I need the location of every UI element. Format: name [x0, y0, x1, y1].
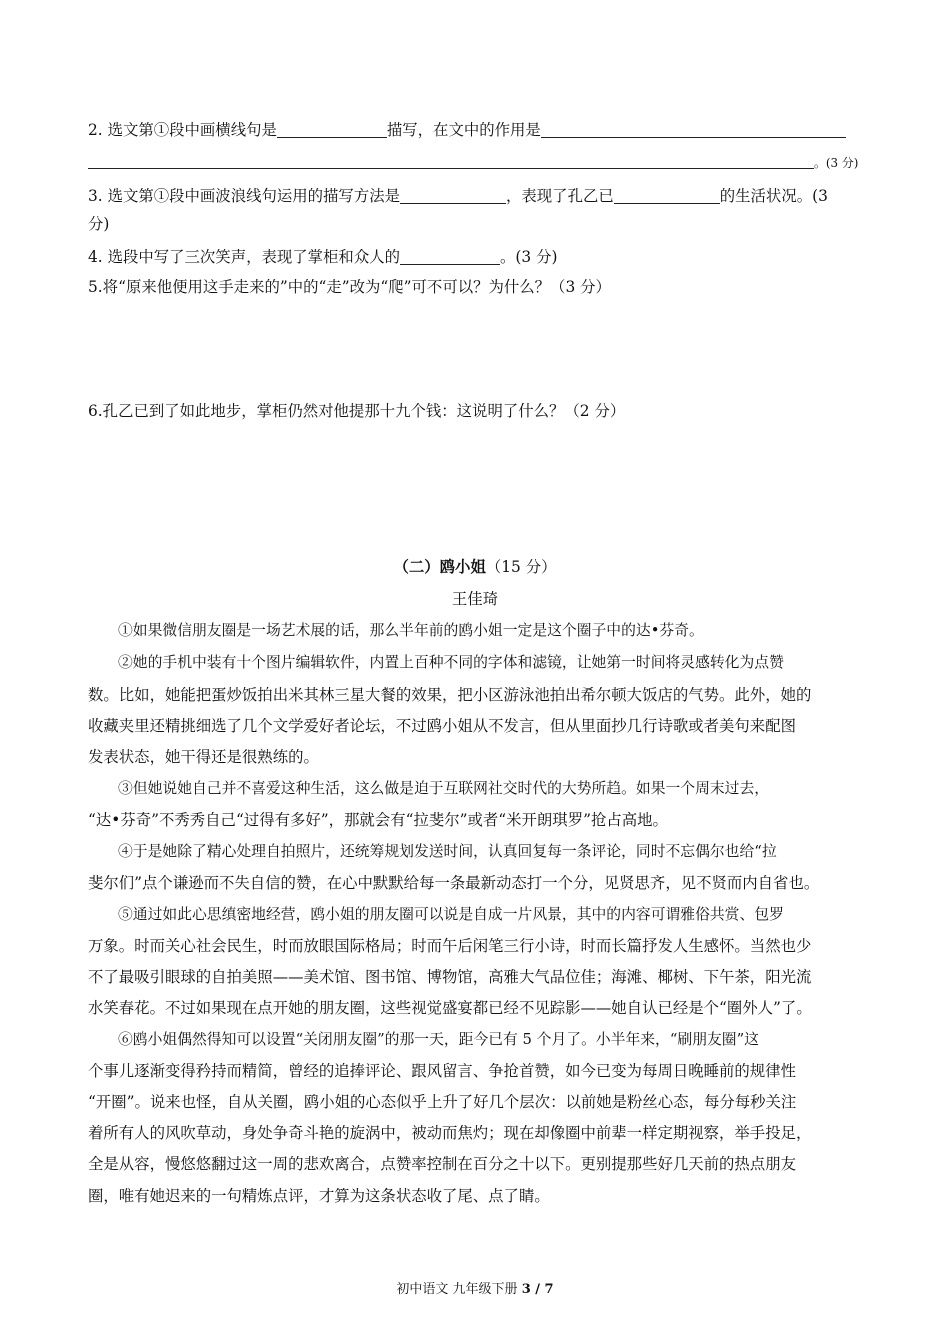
- question-4-text-a: 4. 选段中写了三次笑声，表现了掌柜和众人的: [88, 248, 400, 266]
- footer-text: 初中语文 九年级下册: [396, 1282, 522, 1297]
- page-footer: [0, 1281, 950, 1299]
- question-5: 5.将“原来他便用这手走来的”中的“走”改为“爬”可不可以？为什么？（3 分）: [88, 278, 611, 296]
- passage-line: ⑤通过如此心思缜密地经营，鸥小姐的朋友圈可以说是自成一片风景，其中的内容可谓雅俗共赏、包罗: [118, 906, 784, 923]
- question-2-points: 。(3 分): [814, 156, 859, 170]
- question-2: [88, 120, 868, 140]
- passage-line: 圈，唯有她迟来的一句精炼点评，才算为这条状态收了尾、点了睛。: [88, 1187, 550, 1205]
- answer-blank[interactable]: [277, 121, 387, 138]
- answer-blank[interactable]: [400, 248, 500, 265]
- section-title-text: （二）鸥小姐: [393, 558, 486, 576]
- passage-line: 个事儿逐渐变得矜持而精简，曾经的追捧评论、跟风留言、争抢首赞，如今已变为每周日晚睡前的规律性: [88, 1062, 796, 1080]
- passage-line: “开圈”。说来也怪，自从关圈，鸥小姐的心态似乎上升了好几个层次：以前她是粉丝心态，每分每秒关注: [88, 1093, 797, 1111]
- passage-line: 全是从容，慢悠悠翻过这一周的悲欢离合，点赞率控制在百分之十以下。更别提那些好几天前的热点朋友: [88, 1155, 796, 1173]
- author: 王佳琦: [451, 590, 499, 608]
- section-title: [0, 557, 950, 577]
- page-number: 3 / 7: [521, 1282, 554, 1297]
- passage-line: 不了最吸引眼球的自拍美照——美术馆、图书馆、博物馆，高雅大气品位佳；海滩、椰树、下午茶，阳光流: [88, 968, 812, 986]
- question-4-text-b: 。(3 分): [500, 248, 558, 266]
- passage-line: 数。比如，她能把蛋炒饭拍出米其林三星大餐的效果，把小区游泳池拍出希尔顿大饭店的气势。此外，她的: [88, 686, 812, 704]
- passage-line: 水笑春花。不过如果现在点开她的朋友圈，这些视觉盛宴都已经不见踪影——她自认已经是个“圈外人”了。: [88, 999, 812, 1017]
- question-6: 6.孔乙已到了如此地步，掌柜仍然对他提那十九个钱：这说明了什么？（2 分）: [88, 402, 626, 420]
- passage-line: ②她的手机中装有十个图片编辑软件，内置上百种不同的字体和滤镜，让她第一时间将灵感转化为点赞: [118, 654, 784, 671]
- section-points: （15 分）: [485, 558, 557, 576]
- question-3-text-b: ，表现了孔乙已: [506, 187, 614, 205]
- passage-line: 万象。时而关心社会民生，时而放眼国际格局；时而午后闲笔三行小诗，时而长篇抒发人生感怀。当然也少: [88, 937, 812, 955]
- passage-line: 斐尔们”点个谦逊而不失自信的赞，在心中默默给每一条最新动态打一个分，见贤思齐，见不贤而内自省也。: [88, 874, 820, 892]
- answer-blank[interactable]: [541, 121, 846, 138]
- question-3-text-a: 3. 选文第①段中画波浪线句运用的描写方法是: [88, 187, 400, 205]
- answer-blank-line[interactable]: [88, 168, 814, 169]
- passage-line: 收藏夹里还精挑细选了几个文学爱好者论坛，不过鸥小姐从不发言，但从里面抄几行诗歌或者美句来配图: [88, 717, 796, 735]
- passage-line: 着所有人的风吹草动，身处争奇斗艳的旋涡中，被动而焦灼；现在却像圈中前辈一样定期视察，举手投足，: [88, 1124, 812, 1142]
- question-2-text-b: 描写，在文中的作用是: [386, 121, 541, 139]
- passage-line: ①如果微信朋友圈是一场艺术展的话，那么半年前的鸥小姐一定是这个圈子中的达•芬奇。: [118, 622, 704, 639]
- passage-line: “达•芬奇”不秀秀自己“过得有多好”，那就会有“拉斐尔”或者“米开朗琪罗”抢占高地。: [88, 811, 668, 829]
- question-3-text-c: 的生活状况。(3: [719, 187, 828, 205]
- question-2-text-a: 2. 选文第①段中画横线句是: [88, 121, 277, 139]
- passage-line: ③但她说她自己并不喜爱这种生活，这么做是迫于互联网社交时代的大势所趋。如果一个周末过去，: [118, 780, 770, 797]
- question-3: [88, 186, 868, 206]
- passage-line: ④于是她除了精心处理自拍照片，还统筹规划发送时间，认真回复每一条评论，同时不忘偶尔也给“拉: [118, 843, 777, 860]
- passage-line: ⑥鸥小姐偶然得知可以设置“关闭朋友圈”的那一天，距今已有 5 个月了。小半年来，“刷朋友圈”这: [118, 1031, 759, 1048]
- passage-line: 发表状态，她干得还是很熟练的。: [88, 748, 319, 766]
- question-3-continued: 分): [88, 215, 110, 233]
- answer-blank[interactable]: [614, 187, 720, 204]
- answer-blank[interactable]: [400, 187, 506, 204]
- question-4: [88, 247, 868, 267]
